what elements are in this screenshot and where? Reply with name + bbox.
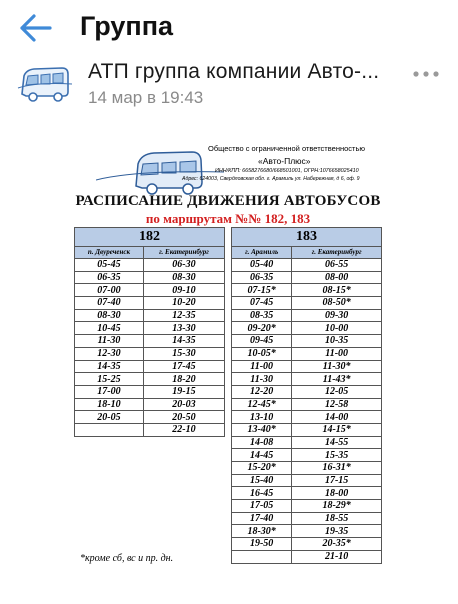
table-row xyxy=(232,474,382,487)
column-header-to: г. Екатеринбург xyxy=(143,247,224,259)
return-time-cell: 09-10 xyxy=(143,284,224,297)
return-time-cell: 08-30 xyxy=(143,271,224,284)
route-183-table xyxy=(231,227,382,564)
departure-time-cell: 14-45 xyxy=(232,449,292,462)
table-row xyxy=(232,385,382,398)
return-time-cell: 14-15* xyxy=(292,423,382,436)
departure-time-cell: 06-35 xyxy=(232,271,292,284)
post-date: 14 мар в 19:43 xyxy=(88,88,204,107)
table-row xyxy=(75,385,225,398)
schedule-subtitle: по маршрутам №№ 182, 183 xyxy=(145,211,311,226)
departure-time-cell: 18-10 xyxy=(75,398,144,411)
table-row xyxy=(75,297,225,310)
table-row xyxy=(232,487,382,500)
post-header xyxy=(0,58,458,118)
departure-time-cell: 06-35 xyxy=(75,271,144,284)
return-time-cell: 19-15 xyxy=(143,385,224,398)
return-time-cell: 20-50 xyxy=(143,411,224,424)
departure-time-cell: 11-00 xyxy=(232,360,292,373)
return-time-cell: 12-35 xyxy=(143,309,224,322)
table-row xyxy=(232,538,382,551)
departure-time-cell: 12-20 xyxy=(232,385,292,398)
bus-logo-icon xyxy=(96,142,226,198)
table-row xyxy=(232,436,382,449)
return-time-cell: 14-00 xyxy=(292,411,382,424)
org-name: «Авто-Плюс» xyxy=(258,156,311,166)
page-title: Группа xyxy=(80,11,174,41)
org-line: Общество с ограниченной ответственностью xyxy=(208,144,365,153)
bus-logo-icon[interactable] xyxy=(16,62,74,108)
table-row xyxy=(232,297,382,310)
table-row xyxy=(232,347,382,360)
table-row xyxy=(75,271,225,284)
departure-time-cell: 15-25 xyxy=(75,373,144,386)
departure-time-cell: 13-40* xyxy=(232,423,292,436)
table-row xyxy=(75,322,225,335)
more-dots-icon[interactable] xyxy=(412,68,440,80)
return-time-cell: 12-05 xyxy=(292,385,382,398)
return-time-cell: 18-20 xyxy=(143,373,224,386)
route-number: 183 xyxy=(232,228,382,247)
return-time-cell: 15-35 xyxy=(292,449,382,462)
departure-time-cell: 07-00 xyxy=(75,284,144,297)
departure-time-cell: 09-45 xyxy=(232,335,292,348)
footnote: *кроме сб, вс и пр. дн. xyxy=(80,553,174,564)
table-row xyxy=(232,462,382,475)
table-row xyxy=(232,373,382,386)
route-182-table xyxy=(74,227,225,437)
table-row xyxy=(232,512,382,525)
table-row xyxy=(232,322,382,335)
return-time-cell: 10-20 xyxy=(143,297,224,310)
departure-time-cell: 10-45 xyxy=(75,322,144,335)
table-row xyxy=(232,360,382,373)
return-time-cell: 08-15* xyxy=(292,284,382,297)
table-row xyxy=(75,259,225,272)
return-time-cell: 15-30 xyxy=(143,347,224,360)
table-row xyxy=(75,411,225,424)
post-author[interactable]: АТП группа компании Авто-... xyxy=(88,60,380,83)
return-time-cell: 13-30 xyxy=(143,322,224,335)
table-row xyxy=(75,335,225,348)
return-time-cell: 18-29* xyxy=(292,500,382,513)
table-row xyxy=(232,423,382,436)
return-time-cell: 11-43* xyxy=(292,373,382,386)
departure-time-cell: 07-40 xyxy=(75,297,144,310)
return-time-cell: 08-00 xyxy=(292,271,382,284)
departure-time-cell: 10-05* xyxy=(232,347,292,360)
table-row xyxy=(232,284,382,297)
departure-time-cell: 16-45 xyxy=(232,487,292,500)
arrow-left-icon[interactable] xyxy=(18,12,54,44)
return-time-cell: 21-10 xyxy=(292,550,382,563)
departure-time-cell: 11-30 xyxy=(75,335,144,348)
column-header-to: г. Екатеринбург xyxy=(292,247,382,259)
column-header-from: п. Двуреченск xyxy=(75,247,144,259)
departure-time-cell: 05-45 xyxy=(75,259,144,272)
table-row xyxy=(232,335,382,348)
table-row xyxy=(232,398,382,411)
table-row xyxy=(232,550,382,563)
table-row xyxy=(75,284,225,297)
departure-time-cell: 08-35 xyxy=(232,309,292,322)
return-time-cell: 20-03 xyxy=(143,398,224,411)
return-time-cell: 17-15 xyxy=(292,474,382,487)
return-time-cell: 19-35 xyxy=(292,525,382,538)
return-time-cell: 11-30* xyxy=(292,360,382,373)
departure-time-cell: 09-20* xyxy=(232,322,292,335)
departure-time-cell: 07-15* xyxy=(232,284,292,297)
return-time-cell: 10-35 xyxy=(292,335,382,348)
departure-time-cell: 15-20* xyxy=(232,462,292,475)
return-time-cell: 12-58 xyxy=(292,398,382,411)
departure-time-cell: 12-30 xyxy=(75,347,144,360)
table-row xyxy=(232,309,382,322)
return-time-cell: 22-10 xyxy=(143,423,224,436)
org-address: Адрес: 624003, Свердловская обл. г. Арамиль ул. Набережная, д 6, оф. 9 xyxy=(182,176,360,182)
top-bar xyxy=(0,0,458,58)
departure-time-cell: 13-10 xyxy=(232,411,292,424)
departure-time-cell: 20-05 xyxy=(75,411,144,424)
departure-time-cell: 11-30 xyxy=(232,373,292,386)
return-time-cell: 06-30 xyxy=(143,259,224,272)
route-number: 182 xyxy=(75,228,225,247)
table-row xyxy=(232,525,382,538)
schedule-title: РАСПИСАНИЕ ДВИЖЕНИЯ АВТОБУСОВ xyxy=(75,193,381,209)
return-time-cell: 14-35 xyxy=(143,335,224,348)
table-row xyxy=(75,398,225,411)
return-time-cell: 11-00 xyxy=(292,347,382,360)
departure-time-cell: 07-45 xyxy=(232,297,292,310)
departure-time-cell: 18-30* xyxy=(232,525,292,538)
return-time-cell: 08-50* xyxy=(292,297,382,310)
return-time-cell: 16-31* xyxy=(292,462,382,475)
departure-time-cell xyxy=(232,550,292,563)
return-time-cell: 14-55 xyxy=(292,436,382,449)
departure-time-cell: 08-30 xyxy=(75,309,144,322)
table-row xyxy=(232,271,382,284)
departure-time-cell: 17-05 xyxy=(232,500,292,513)
return-time-cell: 10-00 xyxy=(292,322,382,335)
org-requisites: ИНН/КПП: 6658276680/668501001, ОГРН:1076658025410 xyxy=(215,168,359,174)
departure-time-cell: 14-35 xyxy=(75,360,144,373)
departure-time-cell: 17-40 xyxy=(232,512,292,525)
table-row xyxy=(75,360,225,373)
departure-time-cell: 17-00 xyxy=(75,385,144,398)
table-row xyxy=(232,449,382,462)
schedule-image[interactable] xyxy=(58,132,398,602)
departure-time-cell xyxy=(75,423,144,436)
table-row xyxy=(232,500,382,513)
departure-time-cell: 15-40 xyxy=(232,474,292,487)
departure-time-cell: 05-40 xyxy=(232,259,292,272)
table-row xyxy=(75,373,225,386)
return-time-cell: 09-30 xyxy=(292,309,382,322)
departure-time-cell: 19-50 xyxy=(232,538,292,551)
column-header-from: г. Арамиль xyxy=(232,247,292,259)
table-row xyxy=(75,423,225,436)
return-time-cell: 20-35* xyxy=(292,538,382,551)
table-row xyxy=(75,309,225,322)
return-time-cell: 17-45 xyxy=(143,360,224,373)
table-row xyxy=(75,347,225,360)
return-time-cell: 18-00 xyxy=(292,487,382,500)
return-time-cell: 06-55 xyxy=(292,259,382,272)
table-row xyxy=(232,411,382,424)
departure-time-cell: 12-45* xyxy=(232,398,292,411)
departure-time-cell: 14-08 xyxy=(232,436,292,449)
table-row xyxy=(232,259,382,272)
return-time-cell: 18-55 xyxy=(292,512,382,525)
